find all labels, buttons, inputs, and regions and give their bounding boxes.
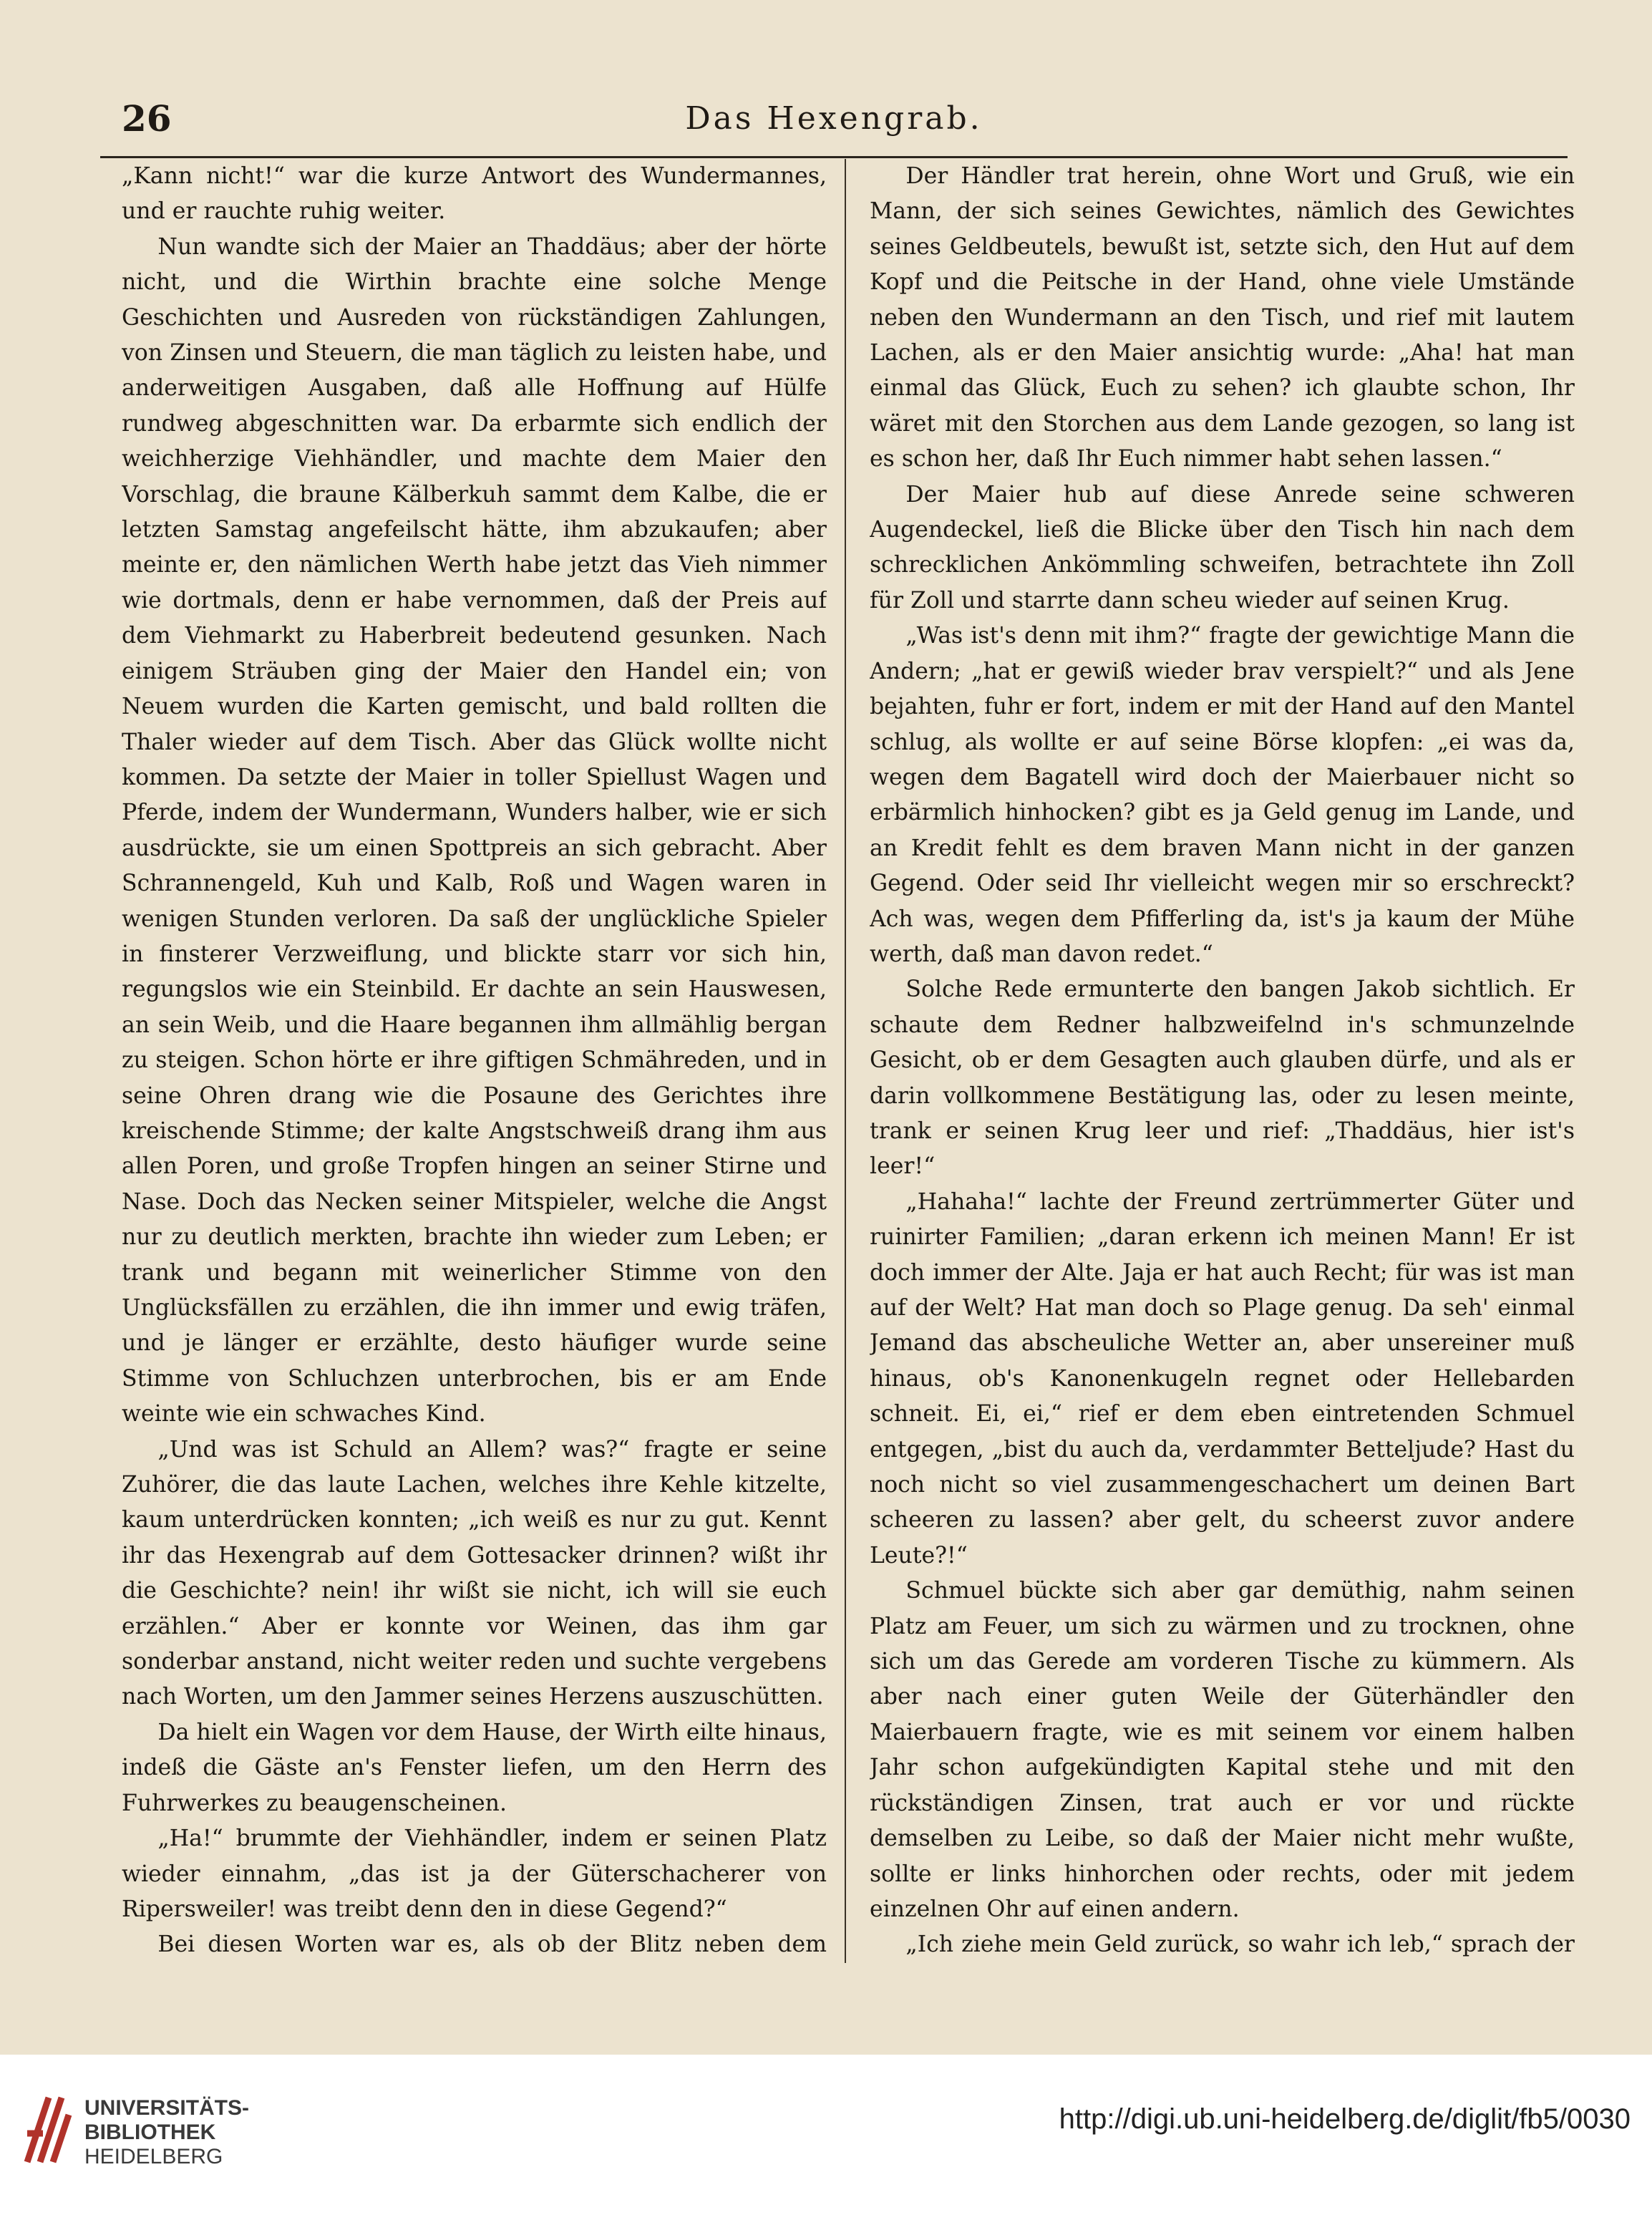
paragraph: Da hielt ein Wagen vor dem Hause, der Wirth eilte hinaus, indeß die Gäste an's Fenster liefen, um den Herrn des Fuhrwerkes zu beaugenscheinen. — [122, 1719, 827, 1816]
column-divider — [845, 159, 846, 1963]
page-header — [100, 93, 1568, 150]
university-logo-icon — [21, 2090, 73, 2169]
paragraph: Bei diesen Worten war es, als ob der Blitz neben dem — [157, 1932, 827, 1958]
logo-mark-icon — [21, 2090, 73, 2169]
page-number: 26 — [122, 97, 172, 140]
institution-line: HEIDELBERG — [84, 2145, 223, 2168]
paragraph: „Ich ziehe mein Geld zurück, so wahr ich leb,“ sprach der — [905, 1932, 1575, 1958]
institution-name — [84, 2096, 249, 2169]
running-title: Das Hexengrab. — [685, 100, 983, 137]
paragraph: „Was ist's denn mit ihm?“ fragte der gewichtige Mann die Andern; „hat er gewiß wieder brav verspielt?“ und als Jene bejahten, fuhr er fort, indem er mit der Hand auf den Mantel schlug, als wollte er auf seine Börse klopfen: „ei was da, wegen dem Bagatell wird doch der Maierbauer nicht so erbärmlich hinhocken? gibt es ja Geld genug im Lande, und an Kredit fehlt es dem braven Mann nicht in der ganzen Gegend. Oder seid Ihr vielleicht wegen mir so erschreckt? Ach was, wegen dem Pfifferling da, ist's ja kaum der Mühe werth, daß man davon redet.“ — [870, 623, 1575, 967]
page-content — [100, 79, 1575, 1969]
right-column — [870, 159, 1575, 1963]
paragraph: „Ha!“ brummte der Viehhändler, indem er seinen Platz wieder einnahm, „das ist ja der Güterschacherer von Ripersweiler! was treibt denn den in diese Gegend?“ — [122, 1826, 827, 1922]
paragraph: Nun wandte sich der Maier an Thaddäus; aber der hörte nicht, und die Wirthin brachte eine solche Menge Geschichten und Ausreden von rückständigen Zahlungen, von Zinsen und Steuern, die man täglich zu leisten habe, und anderweitigen Ausgaben, daß alle Hoffnung auf Hülfe rundweg abgeschnitten war. Da erbarmte sich endlich der weichherzige Viehhändler, und machte dem Maier den Vorschlag, die braune Kälberkuh sammt dem Kalbe, die er letzten Samstag angefeilscht hätte, ihm abzukaufen; aber meinte er, den nämlichen Werth habe jetzt das Vieh nimmer wie dortmals, denn er habe vernommen, daß der Preis auf dem Viehmarkt zu Haberbreit bedeutend gesunken. Nach einigem Sträuben ging der Maier den Handel ein; von Neuem wurden die Karten gemischt, und bald rollten die Thaler wieder auf dem Tisch. Aber das Glück wollte nicht kommen. Da setzte der Maier in toller Spiellust Wagen und Pferde, indem der Wundermann, Wunders halber, wie er sich ausdrückte, sie um einen Spottpreis an sich gebracht. Aber Schrannengeld, Kuh und Kalb, Roß und Wagen waren in wenigen Stunden verloren. Da saß der unglückliche Spieler in finsterer Verzweiflung, und blickte starr vor sich hin, regungslos wie ein Steinbild. Er dachte an sein Hauswesen, an sein Weib, und die Haare begannen ihm allmählig bergan zu steigen. Schon hörte er ihre giftigen Schmähreden, und in seine Ohren drang wie die Posaune des Gerichtes ihre kreischende Stimme; der kalte Angstschweiß drang ihm aus allen Poren, und große Tropfen hingen an seiner Stirne und Nase. Doch das Necken seiner Mitspieler, welche die Angst nur zu deutlich merkten, brachte ihn wieder zum Leben; er trank und begann mit weinerlicher Stimme von den Unglücksfällen zu erzählen, die ihn immer und ewig träfen, und je länger er erzählte, desto häufiger wurde seine Stimme von Schluchzen unterbrochen, bis er am Ende weinte wie ein schwaches Kind. — [122, 233, 827, 1428]
left-column — [122, 159, 827, 1963]
library-footer — [0, 2055, 1652, 2215]
paragraph: Solche Rede ermunterte den bangen Jakob sichtlich. Er schaute dem Redner halbzweifelnd in's schmunzelnde Gesicht, ob er dem Gesagten auch glauben dürfe, und als er darin vollkommene Bestätigung las, oder zu lesen meinte, trank er seinen Krug leer und rief: „Thaddäus, hier ist's leer!“ — [870, 976, 1575, 1180]
paragraph: Der Maier hub auf diese Anrede seine schweren Augendeckel, ließ die Blicke über den Tisch hin nach dem schrecklichen Ankömmling schweifen, betrachtete ihn Zoll für Zoll und starrte dann scheu wieder auf seinen Krug. — [870, 481, 1575, 614]
institution-line: BIBLIOTHEK — [84, 2121, 216, 2144]
paragraph: Der Händler trat herein, ohne Wort und Gruß, wie ein Mann, der sich seines Gewichtes, nämlich des Gewichtes seines Geldbeutels, bewußt ist, setzte sich, den Hut auf dem Kopf und die Peitsche in der Hand, ohne viele Umstände neben den Wundermann an den Tisch, und rief mit lautem Lachen, als er den Maier ansichtig wurde: „Aha! hat man einmal das Glück, Euch zu sehen? ich glaubte schon, Ihr wäret mit den Storchen aus dem Lande gezogen, so lang ist es schon her, daß Ihr Euch nimmer habt sehen lassen.“ — [870, 163, 1575, 472]
paragraph: „Kann nicht!“ war die kurze Antwort des Wundermannes, und er rauchte ruhig weiter. — [122, 163, 827, 225]
paragraph: „Hahaha!“ lachte der Freund zertrümmerter Güter und ruinirter Familien; „daran erkenn ich meinen Mann! Er ist doch immer der Alte. Jaja er hat auch Recht; für was ist man auf der Welt? Hat man doch so Plage genug. Da seh' einmal Jemand das abscheuliche Wetter an, aber unsereiner muß hinaus, ob's Kanonenkugeln regnet oder Hellebarden schneit. Ei, ei,“ rief er dem eben eintretenden Schmuel entgegen, „bist du auch da, verdammter Betteljude? Hast du noch nicht so viel zusammengeschachert um deinen Bart scheeren zu lassen? aber gelt, du scheerst zuvor andere Leute?!“ — [870, 1188, 1575, 1569]
institution-line: UNIVERSITÄTS- — [84, 2096, 250, 2120]
paragraph: „Und was ist Schuld an Allem? was?“ fragte er seine Zuhörer, die das laute Lachen, welches ihre Kehle kitzelte, kaum unterdrücken konnten; „ich weiß es nur zu gut. Kennt ihr das Hexengrab auf dem Gottesacker drinnen? wißt ihr die Geschichte? nein! ihr wißt sie nicht, ich will sie euch erzählen.“ Aber er konnte vor Weinen, das ihm gar sonderbar anstand, nicht weiter reden und suchte vergebens nach Worten, um den Jammer seines Herzens auszuschütten. — [122, 1436, 827, 1710]
header-rule — [100, 156, 1568, 158]
paragraph: Schmuel bückte sich aber gar demüthig, nahm seinen Platz am Feuer, um sich zu wärmen und zu trocknen, ohne sich um das Gerede am vorderen Tische zu kümmern. Als aber nach einer guten Weile der Güterhändler den Maierbauern fragte, wie es mit seinem vor einem halben Jahr schon aufgekündigten Kapital stehe und mit den rückständigen Zinsen, trat auch er vor und rückte demselben zu Leibe, so daß der Maier nicht mehr wußte, sollte er links hinhorchen oder rechts, oder mit jedem einzelnen Ohr auf einen andern. — [870, 1578, 1575, 1922]
permalink-url[interactable]: http://digi.ub.uni-heidelberg.de/diglit/fb5/0030 — [1059, 2103, 1631, 2135]
